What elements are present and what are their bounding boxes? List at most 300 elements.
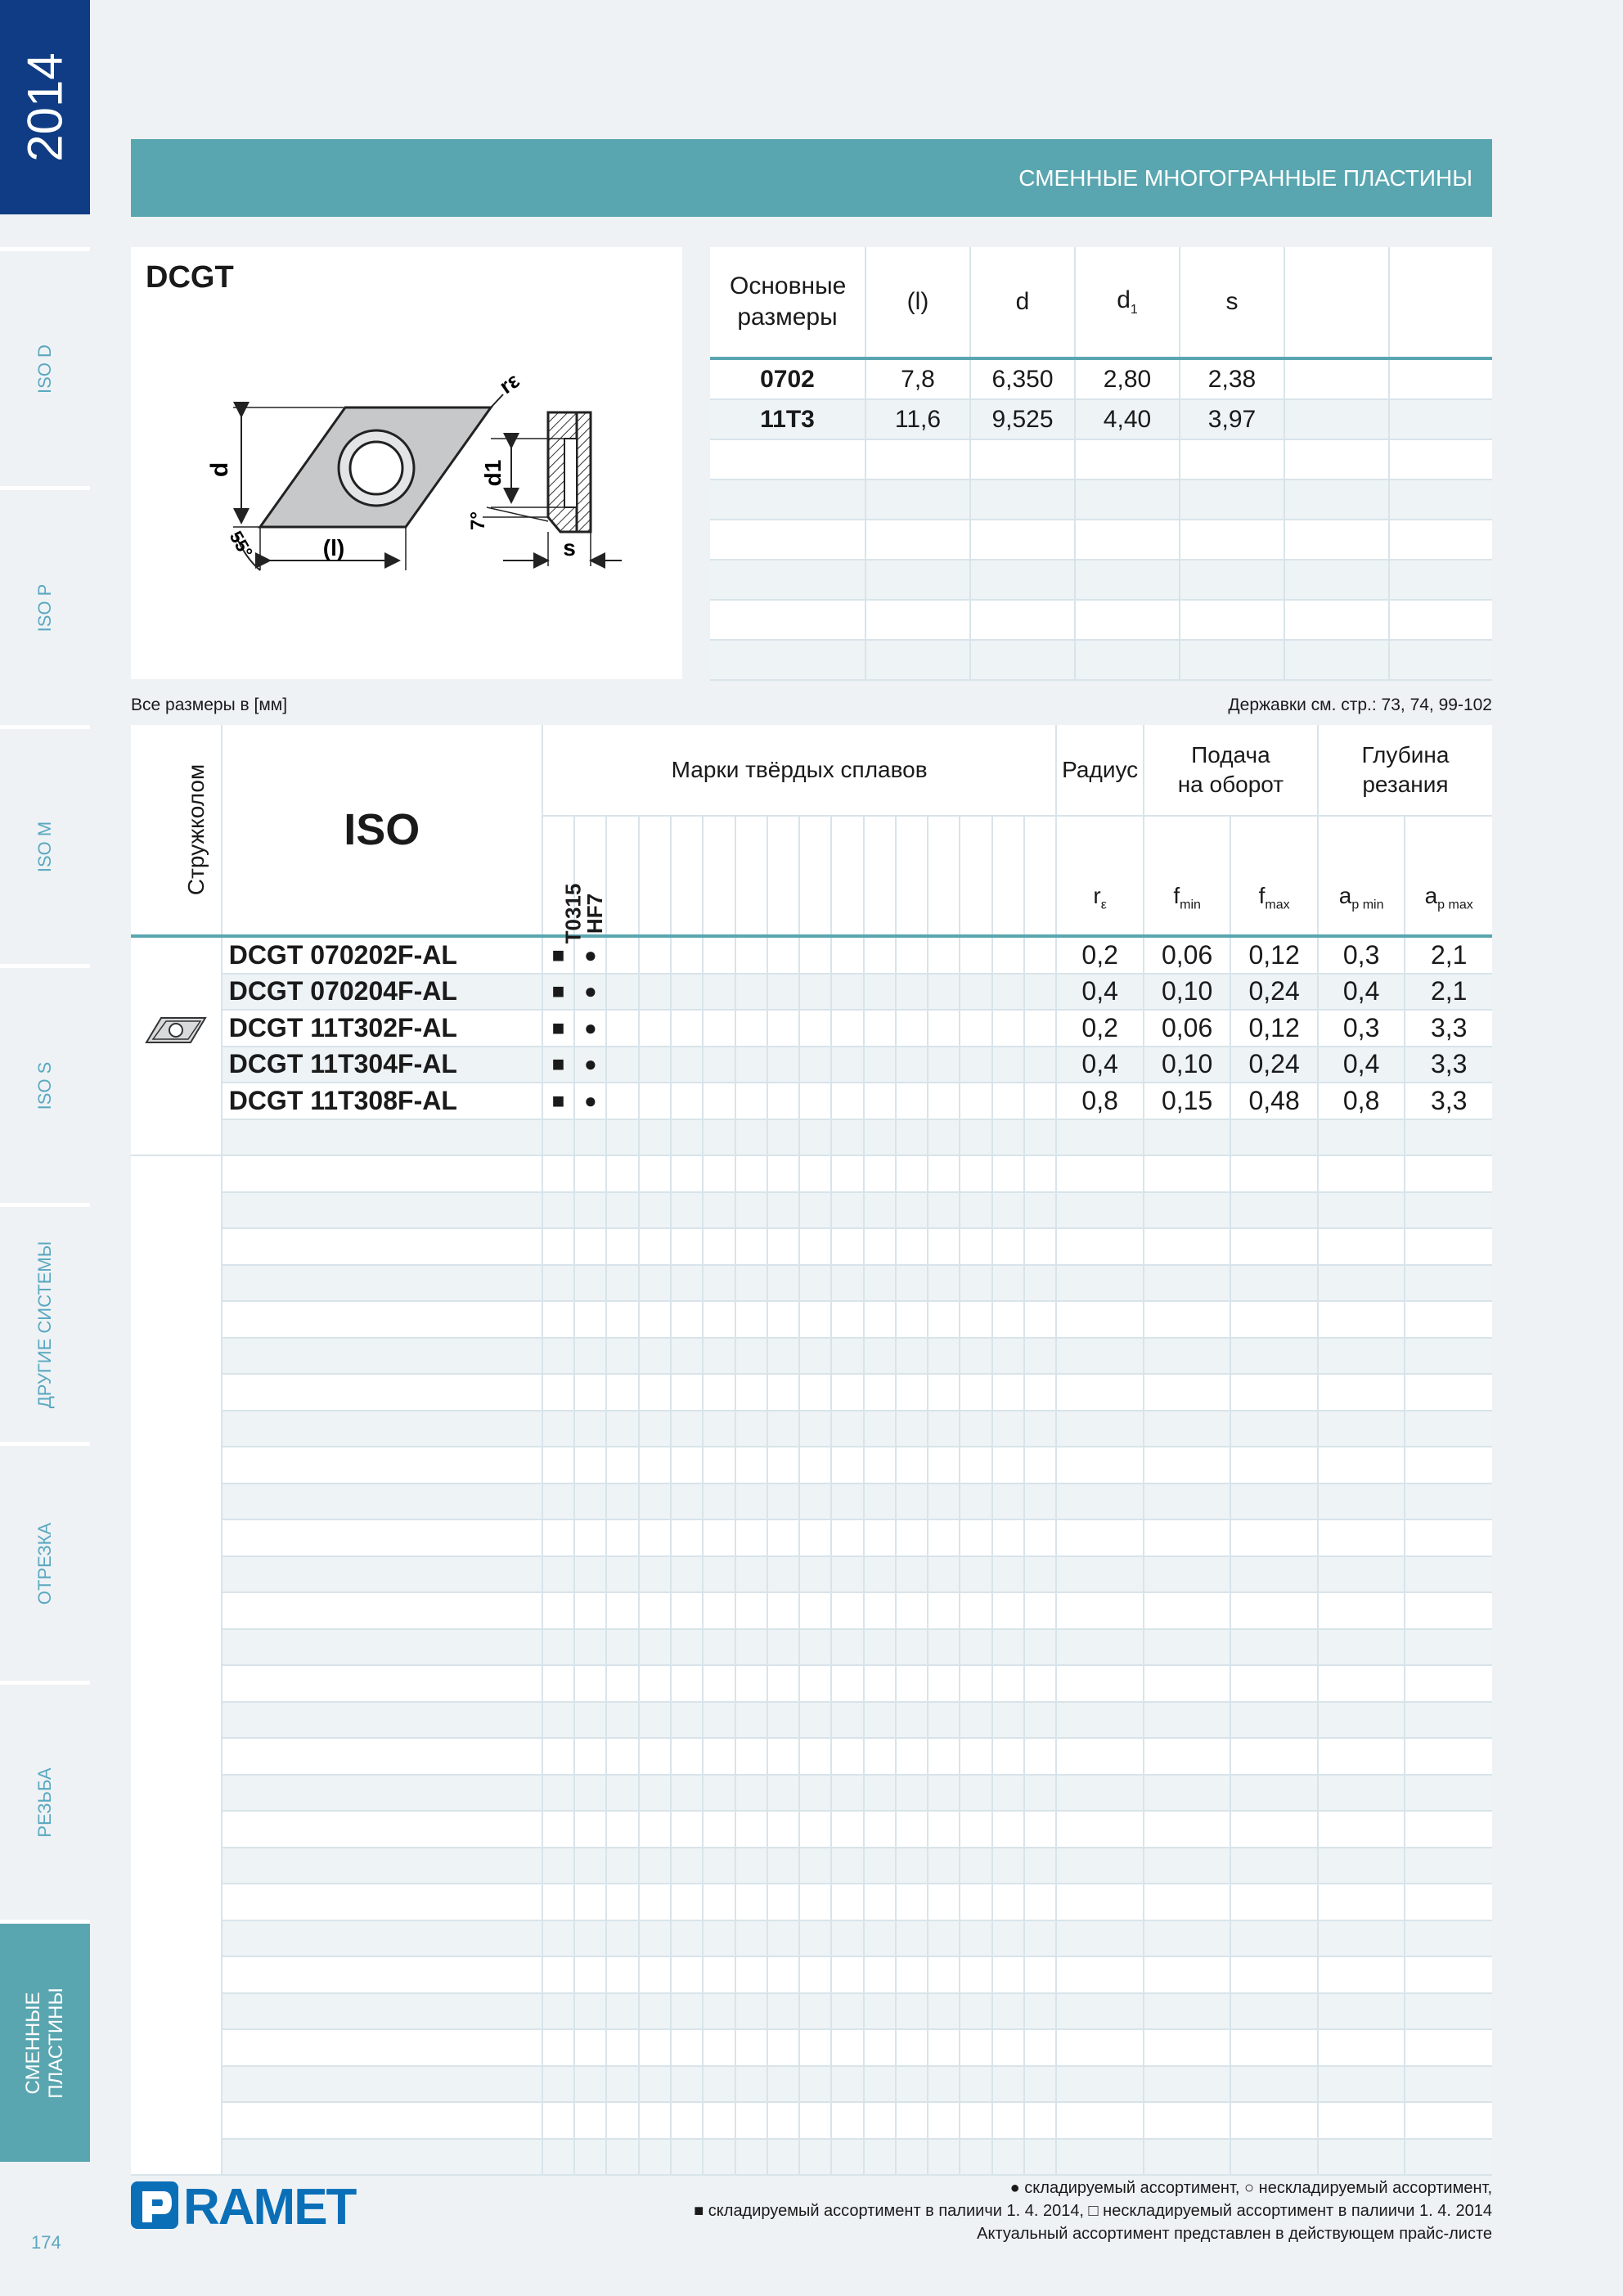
grade-cell — [896, 1629, 928, 1666]
value-fmax — [1230, 2102, 1318, 2139]
value-apmin — [1318, 1848, 1405, 1884]
grade-cell — [960, 1920, 991, 1957]
table-row — [131, 1629, 1492, 1666]
grade-cell — [542, 1884, 574, 1920]
grade-cell — [831, 1083, 863, 1119]
label-d: d — [206, 461, 233, 478]
grade-cell — [735, 1665, 767, 1702]
pramet-logo-mark — [131, 2178, 401, 2232]
value-re — [1056, 1702, 1143, 1739]
value-apmax — [1405, 2139, 1492, 2176]
dims-cell — [1284, 479, 1389, 520]
sidebar-tab-inserts[interactable] — [0, 1920, 90, 2162]
sidebar-tab-iso-m[interactable] — [0, 725, 90, 964]
grade-cell — [799, 1920, 831, 1957]
value-fmin — [1144, 1519, 1230, 1556]
table-row — [131, 936, 1492, 974]
dims-cell: 9,525 — [970, 399, 1075, 439]
value-fmin — [1144, 1775, 1230, 1812]
grade-cell — [831, 1848, 863, 1884]
grade-cell — [639, 1338, 671, 1375]
grade-cell — [767, 1119, 799, 1156]
dims-row — [710, 399, 1492, 439]
grade-cell — [960, 1083, 991, 1119]
value-fmin: 0,10 — [1144, 974, 1230, 1011]
grade-cell — [671, 2029, 703, 2066]
iso-designation — [222, 1265, 542, 1302]
value-apmin — [1318, 1265, 1405, 1302]
grade-cell — [960, 1956, 991, 1993]
sidebar-tab-label: РЕЗЬБА — [34, 1767, 55, 1838]
grade-cell — [542, 1374, 574, 1411]
grade-cell — [767, 1519, 799, 1556]
grade-cell — [735, 1265, 767, 1302]
value-apmin: 0,8 — [1318, 1083, 1405, 1119]
iso-designation — [222, 1192, 542, 1229]
grade-cell — [767, 974, 799, 1011]
grade-cell — [960, 1665, 991, 1702]
value-apmax — [1405, 1483, 1492, 1520]
value-re — [1056, 1228, 1143, 1265]
value-apmax — [1405, 1228, 1492, 1265]
grade-cell — [735, 1993, 767, 2030]
grade-cell — [574, 1192, 606, 1229]
grade-cell — [767, 1775, 799, 1812]
grade-cell — [606, 1556, 638, 1593]
value-apmax — [1405, 1702, 1492, 1739]
value-fmax — [1230, 1447, 1318, 1483]
sidebar-tab-label: ДРУГИЕ СИСТЕМЫ — [34, 1240, 55, 1408]
value-apmax — [1405, 1411, 1492, 1447]
grade-cell — [1024, 1775, 1057, 1812]
grade-cell — [542, 1665, 574, 1702]
grade-cell — [864, 1447, 896, 1483]
grade-cell — [703, 1556, 735, 1593]
value-re — [1056, 1738, 1143, 1775]
grade-cell — [928, 2139, 960, 2176]
grade-cell — [1024, 1265, 1057, 1302]
iso-designation — [222, 1519, 542, 1556]
grade-cell — [606, 1265, 638, 1302]
grade-header-t0315: T0315 — [542, 816, 574, 936]
dims-cell — [970, 640, 1075, 680]
grade-cell — [960, 1047, 991, 1083]
dims-cell: 3,97 — [1180, 399, 1284, 439]
grade-cell — [735, 1775, 767, 1812]
label-s: s — [563, 535, 576, 560]
grade-cell — [767, 1374, 799, 1411]
value-fmax: 0,12 — [1230, 936, 1318, 974]
value-apmax: 3,3 — [1405, 1047, 1492, 1083]
value-apmin: 0,3 — [1318, 1010, 1405, 1047]
grade-cell — [831, 1265, 863, 1302]
value-fmin — [1144, 1228, 1230, 1265]
value-fmax — [1230, 1592, 1318, 1629]
dims-header-l: (l) — [865, 247, 970, 358]
grade-cell — [735, 2139, 767, 2176]
value-apmin — [1318, 1556, 1405, 1593]
dims-cell — [1389, 600, 1492, 640]
grade-header-empty — [992, 816, 1024, 936]
grade-cell — [960, 1228, 991, 1265]
grade-cell — [703, 1411, 735, 1447]
grade-cell — [671, 1447, 703, 1483]
grade-cell — [928, 1192, 960, 1229]
grade-cell — [1024, 1047, 1057, 1083]
dims-row — [710, 479, 1492, 520]
grade-header-empty — [928, 816, 960, 936]
iso-designation — [222, 1665, 542, 1702]
value-apmax — [1405, 1738, 1492, 1775]
grade-cell — [896, 1956, 928, 1993]
value-apmax — [1405, 1119, 1492, 1156]
grade-cell — [831, 1483, 863, 1520]
grade-cell — [767, 1702, 799, 1739]
grade-cell — [928, 1047, 960, 1083]
grade-cell — [606, 2102, 638, 2139]
table-row — [131, 1956, 1492, 1993]
value-re — [1056, 1993, 1143, 2030]
grade-cell — [671, 1956, 703, 1993]
grade-cell — [928, 936, 960, 974]
grade-cell — [799, 1702, 831, 1739]
grade-cell — [960, 1884, 991, 1920]
dims-cell — [1389, 358, 1492, 399]
grade-cell — [767, 1629, 799, 1666]
iso-designation — [222, 1301, 542, 1338]
iso-header: ISO — [222, 725, 542, 936]
grade-cell — [606, 936, 638, 974]
grade-header-empty — [896, 816, 928, 936]
grade-cell — [864, 1192, 896, 1229]
grade-cell — [703, 1192, 735, 1229]
value-apmin — [1318, 1993, 1405, 2030]
value-fmax — [1230, 1338, 1318, 1375]
grade-cell — [606, 1629, 638, 1666]
dims-cell — [1075, 520, 1180, 560]
value-fmin — [1144, 1993, 1230, 2030]
sidebar-tab-other-systems[interactable] — [0, 1203, 90, 1442]
table-row — [131, 1192, 1492, 1229]
grade-cell — [992, 1483, 1024, 1520]
value-apmin — [1318, 1775, 1405, 1812]
grade-cell — [574, 1738, 606, 1775]
value-apmax — [1405, 1848, 1492, 1884]
grade-cell — [928, 1556, 960, 1593]
value-apmax — [1405, 1338, 1492, 1375]
grade-cell — [639, 1956, 671, 1993]
grade-cell — [864, 1047, 896, 1083]
value-apmin — [1318, 1119, 1405, 1156]
grade-cell — [831, 2066, 863, 2103]
value-re — [1056, 1338, 1143, 1375]
grade-cell — [671, 1556, 703, 1593]
grade-cell — [992, 1738, 1024, 1775]
grade-cell — [639, 1629, 671, 1666]
grade-header-empty — [1024, 816, 1057, 936]
grade-cell — [799, 1228, 831, 1265]
value-re — [1056, 1592, 1143, 1629]
grade-cell — [542, 1956, 574, 1993]
grade-cell — [928, 1993, 960, 2030]
grade-cell — [606, 1592, 638, 1629]
iso-designation — [222, 1228, 542, 1265]
grade-cell — [574, 1265, 606, 1302]
legend-line-2: ■ складируемый ассортимент в палиичи 1. 4. 2014, □ нескладируемый ассортимент в палиичи 1. 4. 2014 — [694, 2202, 1492, 2220]
value-re: 0,4 — [1056, 1047, 1143, 1083]
grade-cell — [799, 2066, 831, 2103]
grade-t0315-mark: ■ — [542, 936, 574, 974]
dims-cell — [970, 479, 1075, 520]
grade-cell — [735, 1083, 767, 1119]
iso-designation — [222, 1884, 542, 1920]
grade-cell — [574, 1374, 606, 1411]
grade-cell — [542, 2029, 574, 2066]
grade-cell — [1024, 1155, 1057, 1192]
value-fmax: 0,48 — [1230, 1083, 1318, 1119]
value-apmax — [1405, 2066, 1492, 2103]
table-row — [131, 1993, 1492, 2030]
grade-cell — [1024, 1556, 1057, 1593]
grade-cell — [671, 1993, 703, 2030]
iso-designation — [222, 1848, 542, 1884]
grade-cell — [799, 1884, 831, 1920]
grade-cell — [703, 1519, 735, 1556]
sidebar-tab-iso-s[interactable] — [0, 964, 90, 1203]
grade-cell — [928, 2029, 960, 2066]
grade-cell — [1024, 1629, 1057, 1666]
grade-cell — [799, 1374, 831, 1411]
feed-header: Подача на оборот — [1144, 725, 1318, 816]
dims-cell-size: 11T3 — [710, 399, 865, 439]
grade-cell — [767, 2139, 799, 2176]
grade-cell — [767, 1010, 799, 1047]
value-fmax — [1230, 1519, 1318, 1556]
grade-cell — [606, 1848, 638, 1884]
grade-cell — [735, 974, 767, 1011]
grade-cell — [928, 2066, 960, 2103]
grade-cell — [542, 1265, 574, 1302]
grade-cell — [735, 1556, 767, 1593]
grade-cell — [703, 2102, 735, 2139]
grade-cell — [831, 1447, 863, 1483]
grade-cell — [960, 2102, 991, 2139]
grade-cell — [799, 1155, 831, 1192]
grade-hf7-mark: ● — [574, 974, 606, 1011]
value-fmin — [1144, 1265, 1230, 1302]
grade-cell — [639, 1702, 671, 1739]
grade-hf7-mark: ● — [574, 936, 606, 974]
grade-cell — [896, 1338, 928, 1375]
value-fmin — [1144, 1155, 1230, 1192]
grade-cell — [671, 1083, 703, 1119]
grade-cell — [574, 1155, 606, 1192]
grade-cell — [671, 1592, 703, 1629]
grade-cell — [542, 1738, 574, 1775]
value-apmin — [1318, 1301, 1405, 1338]
grade-cell — [735, 1228, 767, 1265]
grade-cell — [992, 1338, 1024, 1375]
dims-cell — [865, 640, 970, 680]
grade-cell — [542, 1228, 574, 1265]
grade-cell — [960, 1010, 991, 1047]
grade-cell — [896, 2102, 928, 2139]
grade-cell — [831, 1702, 863, 1739]
grade-cell — [542, 1301, 574, 1338]
grade-cell — [574, 1592, 606, 1629]
grade-cell — [542, 1702, 574, 1739]
value-fmin — [1144, 1848, 1230, 1884]
grade-cell — [606, 1047, 638, 1083]
grade-cell — [703, 1301, 735, 1338]
grade-cell — [574, 1119, 606, 1156]
grade-cell — [992, 1374, 1024, 1411]
grade-cell — [864, 1338, 896, 1375]
grade-cell — [767, 1447, 799, 1483]
grade-cell — [799, 1338, 831, 1375]
table-row — [131, 2029, 1492, 2066]
grade-cell — [928, 1374, 960, 1411]
grade-cell — [1024, 1884, 1057, 1920]
grade-cell — [703, 1811, 735, 1848]
grade-cell — [639, 1447, 671, 1483]
grade-cell — [671, 1884, 703, 1920]
grade-cell — [928, 2102, 960, 2139]
grade-cell — [831, 1301, 863, 1338]
grade-cell — [831, 1920, 863, 1957]
grade-cell — [864, 1811, 896, 1848]
value-re — [1056, 1665, 1143, 1702]
grade-cell — [767, 1192, 799, 1229]
dims-cell: 2,38 — [1180, 358, 1284, 399]
grade-cell — [992, 1083, 1024, 1119]
grade-cell — [574, 1993, 606, 2030]
grade-cell — [831, 1338, 863, 1375]
grade-cell — [639, 1848, 671, 1884]
grade-cell — [1024, 1301, 1057, 1338]
grade-cell — [960, 1301, 991, 1338]
grade-cell — [928, 1811, 960, 1848]
grade-cell — [703, 1119, 735, 1156]
legend-line-3: Актуальный ассортимент представлен в действующем прайс-листе — [977, 2225, 1492, 2243]
dims-cell — [1284, 520, 1389, 560]
grade-cell — [896, 1665, 928, 1702]
grade-cell — [928, 1848, 960, 1884]
value-fmin — [1144, 1811, 1230, 1848]
dims-cell — [1180, 479, 1284, 520]
iso-designation — [222, 1738, 542, 1775]
value-fmin — [1144, 2139, 1230, 2176]
grade-cell — [896, 1556, 928, 1593]
grade-cell — [767, 1047, 799, 1083]
table-row — [131, 974, 1492, 1011]
grade-cell — [960, 1447, 991, 1483]
sidebar-tab-threading[interactable] — [0, 1681, 90, 1920]
iso-designation — [222, 1920, 542, 1957]
grade-cell — [896, 1483, 928, 1520]
grade-cell — [992, 1047, 1024, 1083]
grade-cell — [896, 2029, 928, 2066]
grade-cell — [992, 1010, 1024, 1047]
sidebar-tab-iso-d[interactable] — [0, 247, 90, 486]
grade-cell — [831, 1519, 863, 1556]
value-fmax — [1230, 2066, 1318, 2103]
insert-drawing-panel — [131, 247, 682, 679]
dims-cell — [970, 520, 1075, 560]
grade-cell — [671, 1047, 703, 1083]
value-apmin — [1318, 1665, 1405, 1702]
value-fmin: 0,10 — [1144, 1047, 1230, 1083]
grade-cell — [703, 1228, 735, 1265]
grade-cell — [799, 1592, 831, 1629]
dims-cell: 4,40 — [1075, 399, 1180, 439]
dims-cell — [1284, 358, 1389, 399]
grade-cell — [928, 1956, 960, 1993]
value-apmax: 2,1 — [1405, 936, 1492, 974]
sidebar-tab-iso-p[interactable] — [0, 486, 90, 725]
pramet-logo — [131, 2178, 401, 2236]
value-apmax — [1405, 1155, 1492, 1192]
grade-cell — [992, 1411, 1024, 1447]
grade-cell — [542, 1811, 574, 1848]
grade-cell — [960, 1738, 991, 1775]
grade-cell — [864, 1119, 896, 1156]
grade-cell — [960, 1411, 991, 1447]
grade-cell — [767, 1884, 799, 1920]
table-row — [131, 1665, 1492, 1702]
table-row — [131, 2102, 1492, 2139]
grade-cell — [574, 1811, 606, 1848]
grade-cell — [896, 2066, 928, 2103]
grade-cell — [864, 2102, 896, 2139]
grade-cell — [896, 1411, 928, 1447]
grade-cell — [992, 1155, 1024, 1192]
grade-cell — [960, 1993, 991, 2030]
grade-cell — [1024, 1920, 1057, 1957]
grade-cell — [767, 2102, 799, 2139]
grade-cell — [992, 2102, 1024, 2139]
grade-cell — [992, 1556, 1024, 1593]
iso-designation: DCGT 11T304F-AL — [222, 1047, 542, 1083]
label-l: (l) — [322, 535, 345, 560]
grade-cell — [960, 1629, 991, 1666]
grade-cell — [799, 1993, 831, 2030]
dims-cell — [1075, 479, 1180, 520]
dims-cell: 7,8 — [865, 358, 970, 399]
grade-cell — [606, 1155, 638, 1192]
grade-cell — [767, 1738, 799, 1775]
dims-cell — [1284, 640, 1389, 680]
dims-cell-size — [710, 439, 865, 479]
sidebar-tab-parting[interactable] — [0, 1442, 90, 1681]
grade-cell — [1024, 1228, 1057, 1265]
grade-cell — [703, 1665, 735, 1702]
grade-cell — [864, 1228, 896, 1265]
grade-cell — [864, 1265, 896, 1302]
grade-cell — [767, 1665, 799, 1702]
grade-cell — [735, 1811, 767, 1848]
grade-cell — [928, 1265, 960, 1302]
value-apmin — [1318, 2029, 1405, 2066]
grade-cell — [1024, 2102, 1057, 2139]
value-apmin — [1318, 1884, 1405, 1920]
value-apmax — [1405, 1592, 1492, 1629]
value-fmin — [1144, 2066, 1230, 2103]
grade-cell — [864, 1993, 896, 2030]
grade-cell — [671, 1119, 703, 1156]
value-fmax: 0,12 — [1230, 1010, 1318, 1047]
logo-text: RAMET — [183, 2179, 356, 2232]
